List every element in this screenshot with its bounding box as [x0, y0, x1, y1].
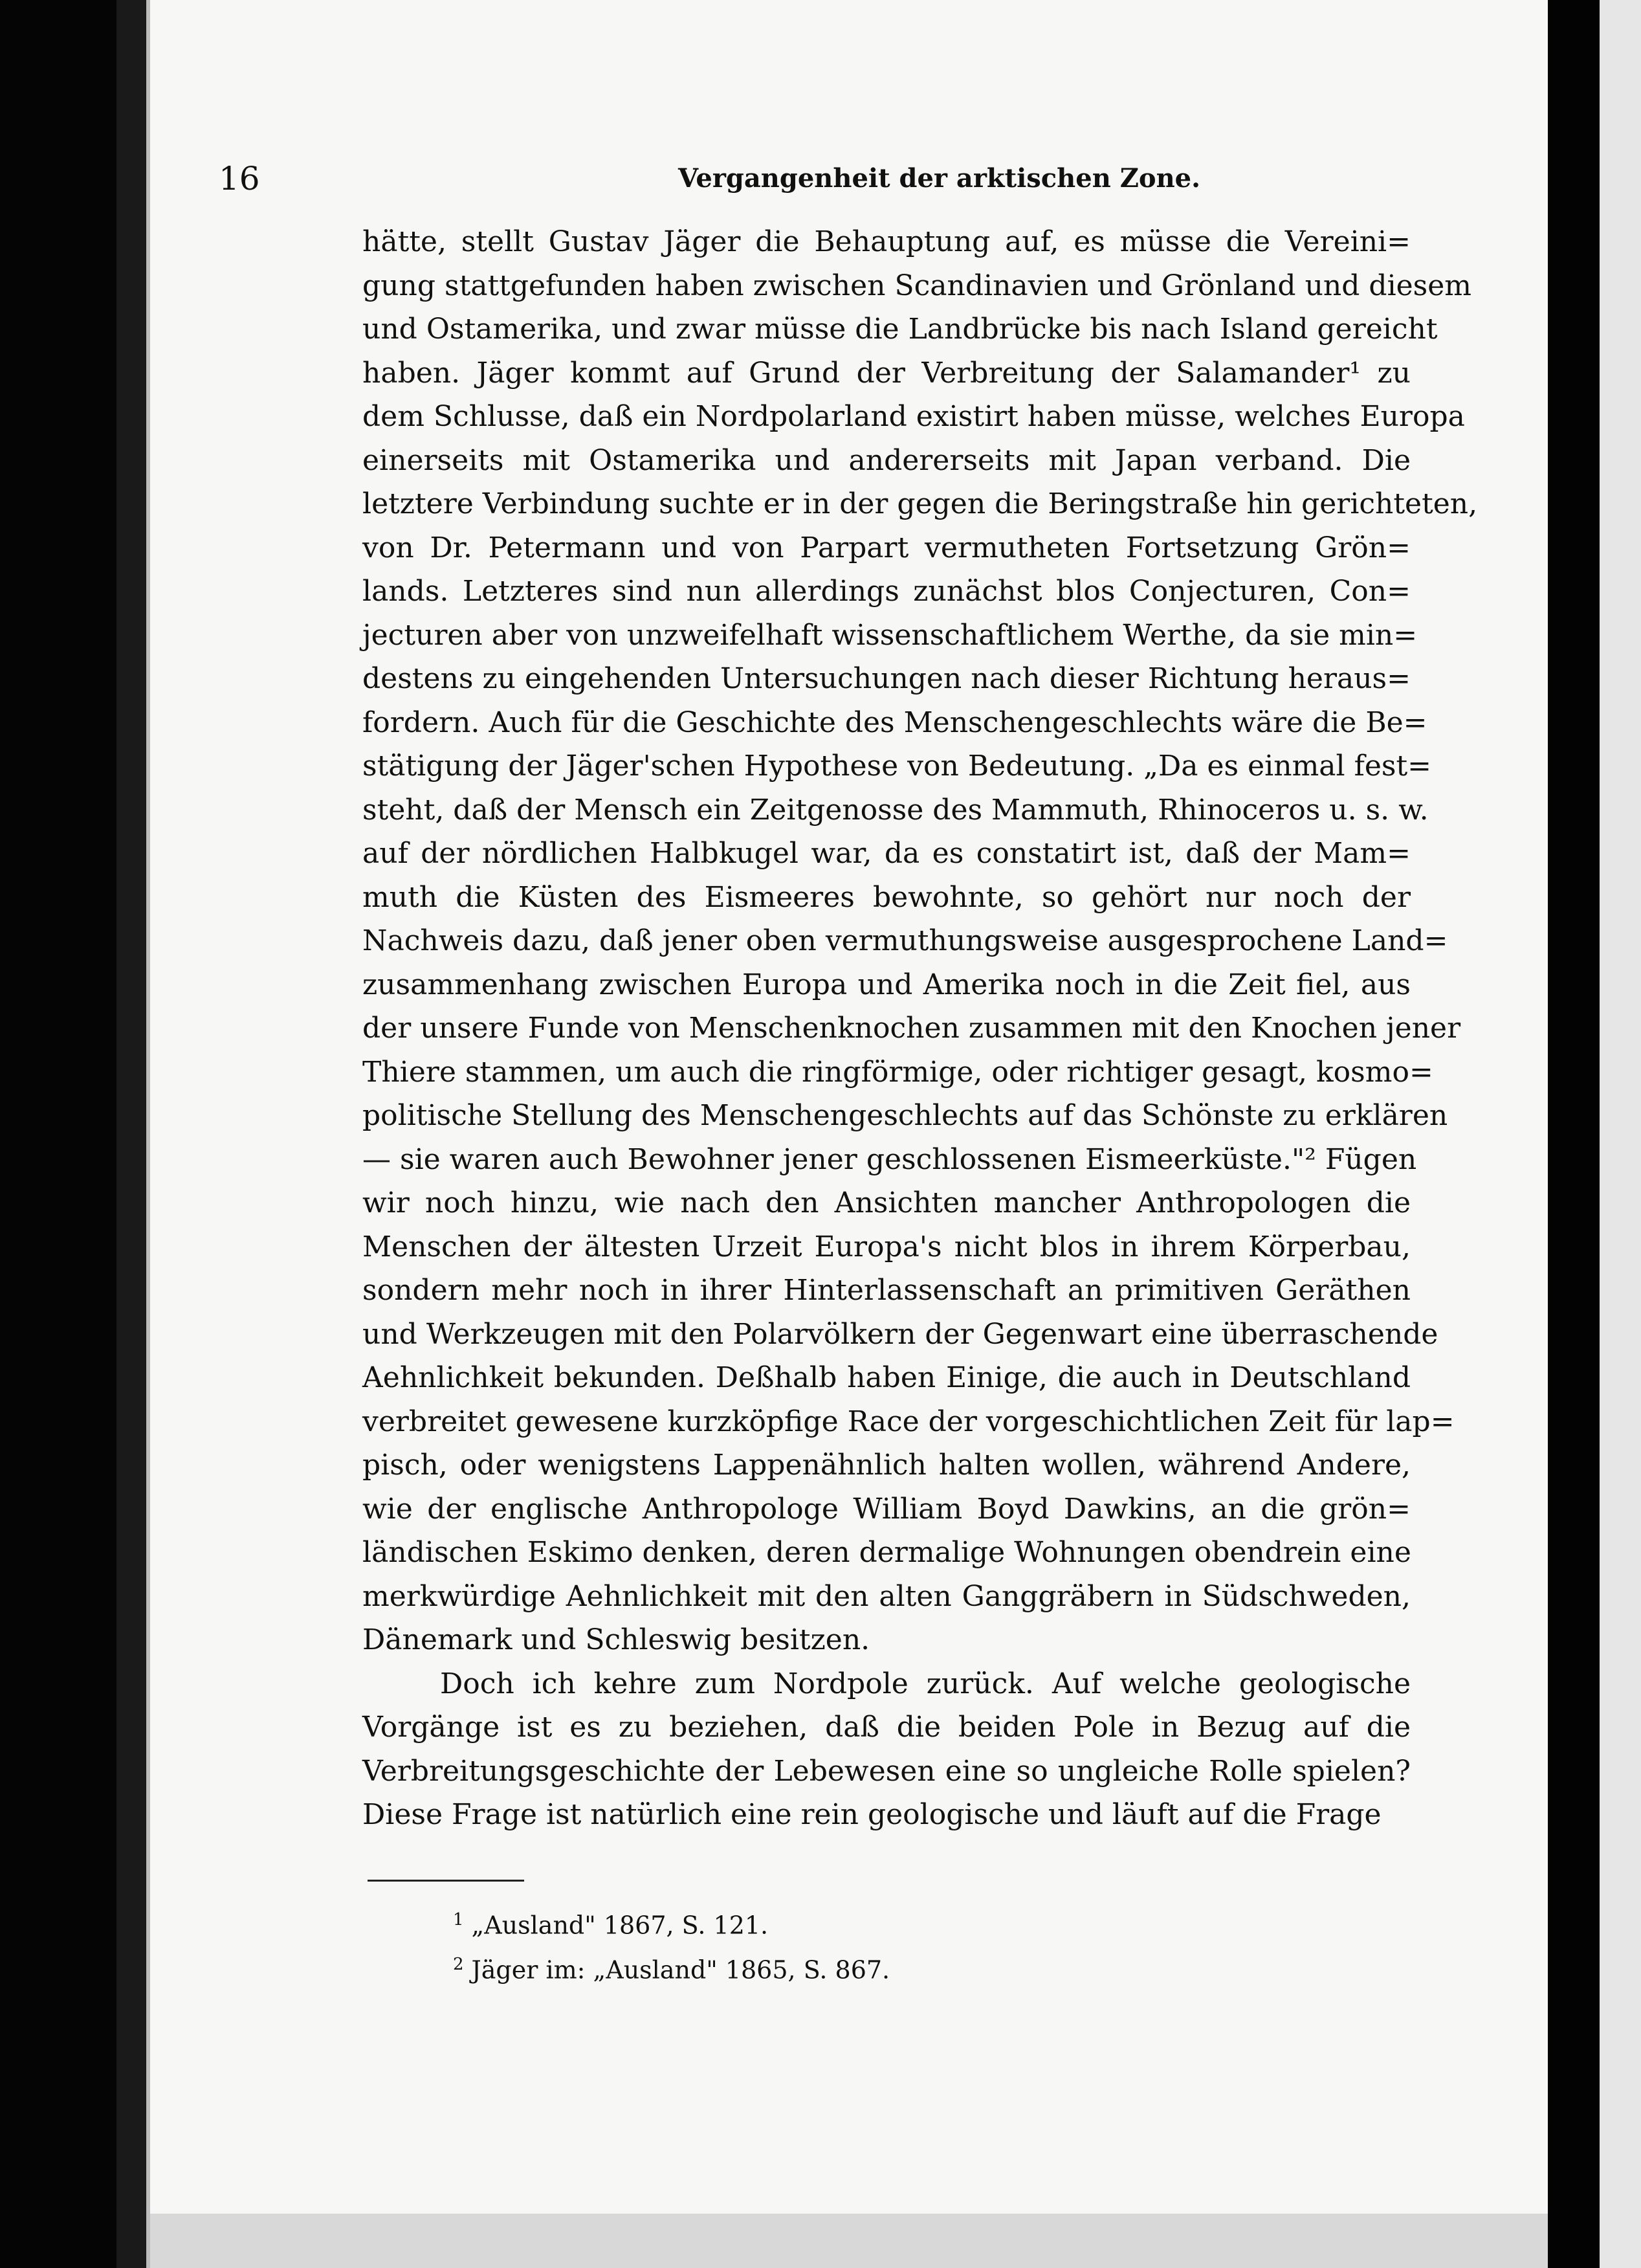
text-line: einerseits mit Ostamerika und andererseits mit Japan verband. Die: [362, 443, 1411, 477]
page-stack-edge-left: [116, 0, 149, 2268]
text-line: und Werkzeugen mit den Polarvölkern der Gegenwart eine überraschende: [362, 1317, 1438, 1351]
text-line: destens zu eingehenden Untersuchungen nach dieser Richtung heraus=: [362, 662, 1411, 695]
text-line: fordern. Auch für die Geschichte des Menschengeschlechts wäre die Be=: [362, 706, 1427, 739]
text-line: Verbreitungsgeschichte der Lebewesen eine so ungleiche Rolle spielen?: [362, 1754, 1411, 1788]
text-line: letztere Verbindung suchte er in der gegen die Beringstraße hin gerichteten,: [362, 487, 1478, 520]
footnote-separator: [368, 1880, 524, 1882]
text-line: jecturen aber von unzweifelhaft wissenschaftlichem Werthe, da sie min=: [362, 618, 1418, 652]
text-line: steht, daß der Mensch ein Zeitgenosse des Mammuth, Rhinoceros u. s. w.: [362, 793, 1429, 827]
text-line: merkwürdige Aehnlichkeit mit den alten Ganggräbern in Südschweden,: [362, 1579, 1411, 1613]
text-line: wir noch hinzu, wie nach den Ansichten mancher Anthropologen die: [362, 1186, 1411, 1219]
text-line: Vorgänge ist es zu beziehen, daß die beiden Pole in Bezug auf die: [362, 1711, 1411, 1744]
text-line: von Dr. Petermann und von Parpart vermutheten Fortsetzung Grön=: [362, 531, 1411, 564]
text-line: pisch, oder wenigstens Lappenähnlich halten wollen, während Andere,: [362, 1449, 1411, 1482]
text-line: haben. Jäger kommt auf Grund der Verbreitung der Salamander¹ zu: [362, 356, 1411, 390]
footnote-number: 1: [453, 1910, 464, 1929]
text-line: — sie waren auch Bewohner jener geschlossenen Eismeerküste."² Fügen: [362, 1142, 1417, 1176]
footnote-number: 2: [453, 1954, 464, 1974]
page-bottom-shadow: [150, 2214, 1548, 2268]
text-line: lands. Letzteres sind nun allerdings zunächst blos Conjecturen, Con=: [362, 575, 1411, 608]
text-line: Menschen der ältesten Urzeit Europa's nicht blos in ihrem Körperbau,: [362, 1230, 1411, 1263]
running-header: [219, 153, 1448, 205]
text-line: Dänemark und Schleswig besitzen.: [362, 1623, 870, 1656]
text-line: verbreitet gewesene kurzköpfige Race der vorgeschichtlichen Zeit für lap=: [362, 1405, 1455, 1438]
text-line: muth die Küsten des Eismeeres bewohnte, so gehört nur noch der: [362, 880, 1411, 914]
footnote: [453, 1945, 1294, 1990]
text-line: stätigung der Jäger'schen Hypothese von Bedeutung. „Da es einmal fest=: [362, 750, 1432, 783]
scan-background-left: [0, 0, 116, 2268]
text-line: Aehnlichkeit bekunden. Deßhalb haben Einige, die auch in Deutschland: [362, 1361, 1411, 1394]
text-line: Nachweis dazu, daß jener oben vermuthungsweise ausgesprochene Land=: [362, 924, 1448, 957]
paragraph: [362, 220, 1478, 1662]
footnotes: [453, 1900, 1294, 1989]
text-line: auf der nördlichen Halbkugel war, da es constatirt ist, daß der Mam=: [362, 837, 1411, 870]
text-line: der unsere Funde von Menschenknochen zusammen mit den Knochen jener: [362, 1012, 1461, 1045]
text-line: Doch ich kehre zum Nordpole zurück. Auf welche geologische: [440, 1667, 1411, 1700]
text-line: und Ostamerika, und zwar müsse die Landbrücke bis nach Island gereicht: [362, 313, 1438, 346]
footnote: [453, 1900, 1294, 1945]
text-line: ländischen Eskimo denken, deren dermalige Wohnungen obendrein eine: [362, 1536, 1411, 1569]
body-text: [362, 220, 1478, 1837]
footnote-text: Jäger im: „Ausland" 1865, S. 867.: [471, 1955, 890, 1984]
text-line: Thiere stammen, um auch die ringförmige, oder richtiger gesagt, kosmo=: [362, 1055, 1433, 1089]
text-line: politische Stellung des Menschengeschlechts auf das Schönste zu erklären: [362, 1099, 1448, 1132]
text-line: zusammenhang zwischen Europa und Amerika noch in die Zeit fiel, aus: [362, 968, 1411, 1001]
page-number: 16: [219, 160, 260, 197]
footnote-text: „Ausland" 1867, S. 121.: [471, 1911, 769, 1940]
text-line: dem Schlusse, daß ein Nordpolarland existirt haben müsse, welches Europa: [362, 400, 1465, 433]
paragraph: [362, 1662, 1411, 1837]
text-line: wie der englische Anthropologe William Boyd Dawkins, an die grön=: [362, 1492, 1411, 1526]
text-line: gung stattgefunden haben zwischen Scandinavien und Grönland und diesem: [362, 269, 1472, 302]
text-line: hätte, stellt Gustav Jäger die Behauptung auf, es müsse die Vereini=: [362, 225, 1411, 258]
running-title: Vergangenheit der arktischen Zone.: [678, 163, 1201, 194]
adjacent-page-edge: [1600, 0, 1641, 2268]
book-gutter-right: [1548, 0, 1600, 2268]
text-line: sondern mehr noch in ihrer Hinterlassenschaft an primitiven Geräthen: [362, 1274, 1411, 1307]
text-line: Diese Frage ist natürlich eine rein geologische und läuft auf die Frage: [362, 1798, 1382, 1831]
